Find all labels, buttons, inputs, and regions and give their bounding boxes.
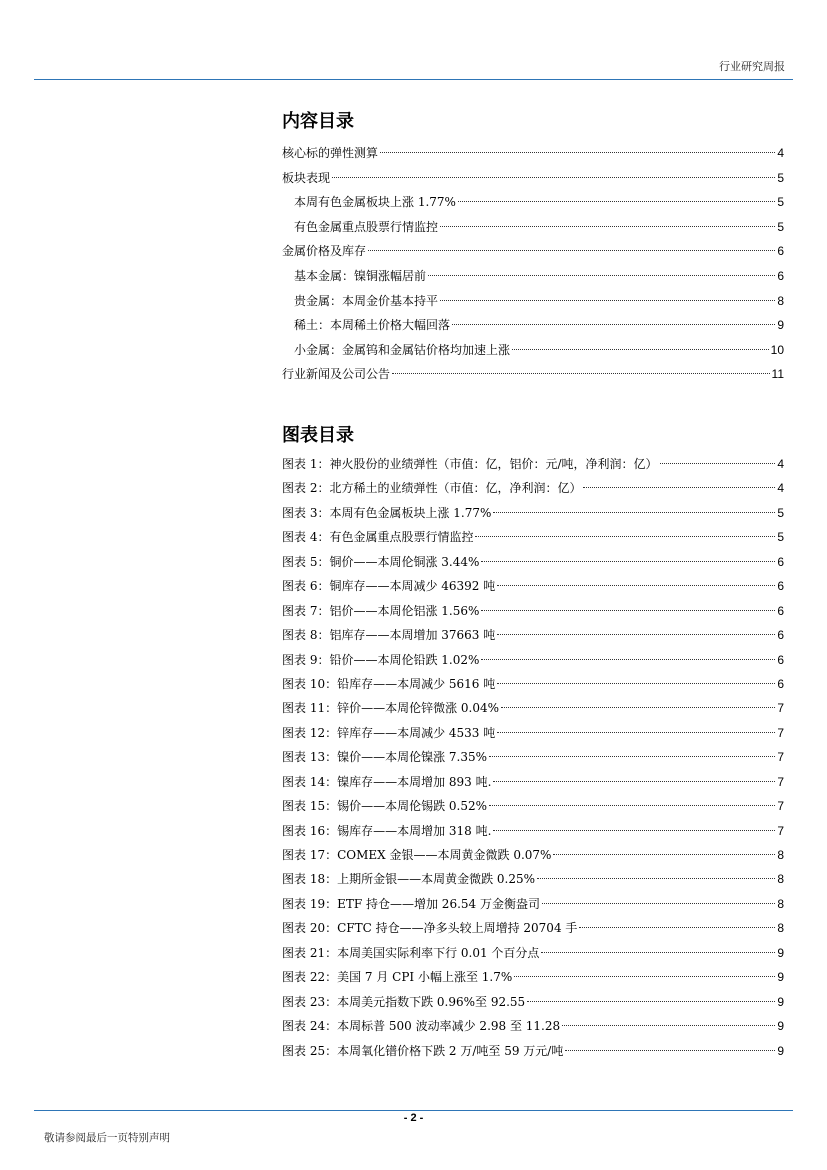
dot-leader [481, 610, 775, 611]
dot-leader [458, 201, 775, 202]
figure-entry-page[interactable]: 6 [777, 603, 784, 618]
toc-entry-page[interactable]: 6 [777, 244, 784, 259]
toc-entry-page[interactable]: 9 [777, 318, 784, 333]
figure-entry-page[interactable]: 8 [777, 872, 784, 887]
dot-leader [489, 805, 775, 806]
figure-entry-page[interactable]: 8 [777, 896, 784, 911]
toc-entry-label[interactable]: 基本金属：镍铜涨幅居前 [294, 268, 427, 283]
dot-leader [493, 781, 775, 782]
figure-entry-page[interactable]: 8 [777, 848, 784, 862]
figure-entry[interactable] [282, 574, 784, 598]
dot-leader [332, 177, 775, 178]
figure-entry-label[interactable]: 图表 3：本周有色金属板块上涨 1.77% [282, 505, 492, 520]
toc-entry-label[interactable]: 金属价格及库存 [282, 244, 367, 259]
toc-entry[interactable] [282, 362, 784, 387]
figure-entry-label[interactable]: 图表 9：铅价——本周伦铅跌 1.02% [282, 652, 480, 667]
figure-entry-page[interactable]: 6 [777, 676, 784, 691]
figure-entry[interactable] [282, 794, 784, 818]
disclaimer-note: 敬请参阅最后一页特别声明 [44, 1132, 170, 1144]
figures-toc-list [282, 452, 784, 1063]
figure-entry-page[interactable]: 9 [777, 1043, 784, 1058]
toc-entry-label[interactable]: 核心标的弹性测算 [282, 146, 379, 160]
toc-entry[interactable] [282, 215, 784, 240]
dot-leader [562, 1025, 775, 1026]
figure-entry[interactable] [282, 819, 784, 843]
figure-entry-page[interactable]: 6 [777, 554, 784, 569]
figure-entry[interactable] [282, 476, 784, 500]
figure-entry-page[interactable]: 7 [777, 701, 784, 716]
figure-entry-page[interactable]: 7 [777, 725, 784, 740]
figure-entry-label[interactable]: 图表 16：锡库存——本周增加 318 吨. [282, 823, 492, 838]
toc-list [282, 141, 784, 387]
toc-entry-page[interactable]: 4 [777, 146, 784, 160]
figure-entry-page[interactable]: 9 [777, 994, 784, 1009]
toc-entry[interactable] [282, 190, 784, 215]
toc-entry-label[interactable]: 本周有色金属板块上涨 1.77% [294, 195, 456, 210]
toc-entry-page[interactable]: 11 [771, 367, 784, 382]
figure-entry-label[interactable]: 图表 22：美国 7 月 CPI 小幅上涨至 1.7% [282, 970, 513, 985]
figure-entry[interactable] [282, 770, 784, 794]
figure-entry-label[interactable]: 图表 4：有色金属重点股票行情监控 [282, 530, 474, 545]
toc-title: 内容目录 [282, 111, 354, 132]
toc-entry-label[interactable]: 稀土：本周稀土价格大幅回落 [294, 318, 451, 333]
dot-leader [497, 732, 775, 733]
toc-entry[interactable] [282, 166, 784, 191]
figure-entry[interactable] [282, 867, 784, 891]
figure-entry-label[interactable]: 图表 12：锌库存——本周减少 4533 吨 [282, 725, 496, 740]
figure-entry-label[interactable]: 图表 2：北方稀土的业绩弹性（市值：亿，净利润：亿） [282, 481, 582, 496]
dot-leader [481, 561, 775, 562]
figure-entry-page[interactable]: 4 [777, 457, 784, 471]
dot-leader [475, 536, 775, 537]
figure-entry-label[interactable]: 图表 13：镍价——本周伦镍涨 7.35% [282, 750, 488, 765]
figure-entry-page[interactable]: 9 [777, 970, 784, 985]
figure-entry-page[interactable]: 7 [777, 750, 784, 765]
toc-entry[interactable] [282, 313, 784, 338]
dot-leader [392, 373, 770, 374]
figure-entry-label[interactable]: 图表 5：铜价——本周伦铜涨 3.44% [282, 554, 480, 569]
toc-entry-label[interactable]: 贵金属：本周金价基本持平 [294, 293, 439, 308]
figure-entry-label[interactable]: 图表 1：神火股份的业绩弹性（市值：亿，铝价：元/吨，净利润：亿） [282, 457, 658, 471]
figure-entry[interactable] [282, 721, 784, 745]
footer-divider [34, 1110, 793, 1111]
dot-leader [452, 324, 775, 325]
figure-entry-label[interactable]: 图表 21：本周美国实际利率下行 0.01 个百分点 [282, 945, 540, 960]
dot-leader [380, 152, 775, 153]
figure-entry[interactable] [282, 696, 784, 720]
report-type-header: 行业研究周报 [719, 60, 785, 73]
dot-leader [493, 512, 775, 513]
figure-entry-label[interactable]: 图表 25：本周氧化镨价格下跌 2 万/吨至 59 万元/吨 [282, 1043, 564, 1058]
figure-entry[interactable] [282, 745, 784, 769]
figure-entry-label[interactable]: 图表 19：ETF 持仓——增加 26.54 万金衡盎司 [282, 896, 540, 911]
figure-entry[interactable] [282, 550, 784, 574]
dot-leader [553, 854, 775, 855]
figure-entry[interactable] [282, 843, 784, 867]
toc-entry[interactable] [282, 141, 784, 166]
toc-entry-label[interactable]: 小金属：金属钨和金属钴价格均加速上涨 [294, 342, 511, 357]
figure-entry-label[interactable]: 图表 24：本周标普 500 波动率减少 2.98 至 11.28 [282, 1019, 561, 1034]
figure-entry-label[interactable]: 图表 20：CFTC 持仓——净多头较上周增持 20704 手 [282, 921, 578, 936]
dot-leader [440, 226, 775, 227]
figure-entry-label[interactable]: 图表 23：本周美元指数下跌 0.96%至 92.55 [282, 994, 526, 1009]
dot-leader [428, 275, 775, 276]
figure-entry-page[interactable]: 5 [777, 505, 784, 520]
figure-entry-label[interactable]: 图表 17：COMEX 金银——本周黄金微跌 0.07% [282, 848, 552, 862]
figure-entry[interactable] [282, 941, 784, 965]
figure-entry-page[interactable]: 5 [777, 530, 784, 545]
dot-leader [660, 463, 776, 464]
dot-leader [565, 1050, 775, 1051]
figure-entry[interactable] [282, 599, 784, 623]
figure-entry[interactable] [282, 916, 784, 940]
figures-toc-title: 图表目录 [282, 425, 354, 446]
figure-entry-page[interactable]: 6 [777, 579, 784, 594]
figure-entry-label[interactable]: 图表 11：锌价——本周伦锌微涨 0.04% [282, 701, 500, 716]
toc-entry[interactable] [282, 239, 784, 264]
figure-entry-page[interactable]: 6 [777, 628, 784, 643]
figure-entry-label[interactable]: 图表 14：镍库存——本周增加 893 吨. [282, 774, 492, 789]
dot-leader [497, 585, 775, 586]
dot-leader [481, 659, 775, 660]
toc-entry[interactable] [282, 338, 784, 363]
page-number: - 2 - [403, 1112, 424, 1124]
figure-entry-label[interactable]: 图表 8：铝库存——本周增加 37663 吨 [282, 628, 496, 643]
figure-entry[interactable] [282, 525, 784, 549]
figure-entry[interactable] [282, 892, 784, 916]
toc-entry[interactable] [282, 289, 784, 314]
figure-entry[interactable] [282, 990, 784, 1014]
figure-entry-page[interactable]: 7 [777, 774, 784, 789]
figure-entry[interactable] [282, 623, 784, 647]
dot-leader [501, 707, 775, 708]
figure-entry-page[interactable]: 7 [777, 823, 784, 838]
dot-leader [493, 830, 775, 831]
figure-entry-label[interactable]: 图表 7：铝价——本周伦铝涨 1.56% [282, 603, 480, 618]
figure-entry[interactable] [282, 1039, 784, 1063]
dot-leader [541, 952, 775, 953]
dot-leader [514, 976, 775, 977]
dot-leader [542, 903, 775, 904]
toc-entry[interactable] [282, 264, 784, 289]
figure-entry[interactable] [282, 1014, 784, 1038]
toc-entry-page[interactable]: 10 [770, 342, 784, 357]
dot-leader [440, 300, 775, 301]
dot-leader [537, 878, 775, 879]
figure-entry-page[interactable]: 8 [777, 921, 784, 936]
toc-entry-page[interactable]: 5 [777, 219, 784, 234]
figure-entry-page[interactable]: 7 [777, 799, 784, 814]
figure-entry-label[interactable]: 图表 6：铜库存——本周减少 46392 吨 [282, 579, 496, 594]
figure-entry-label[interactable]: 图表 18：上期所金银——本周黄金微跌 0.25% [282, 872, 536, 887]
dot-leader [512, 349, 769, 350]
figure-entry[interactable] [282, 501, 784, 525]
toc-entry-label[interactable]: 行业新闻及公司公告 [282, 367, 391, 382]
figure-entry-page[interactable]: 4 [777, 481, 784, 496]
figure-entry[interactable] [282, 672, 784, 696]
figure-entry-page[interactable]: 9 [777, 945, 784, 960]
figure-entry-label[interactable]: 图表 15：锡价——本周伦锡跌 0.52% [282, 799, 488, 814]
toc-entry-page[interactable]: 8 [777, 293, 784, 308]
toc-entry-page[interactable]: 6 [777, 268, 784, 283]
dot-leader [368, 250, 775, 251]
dot-leader [579, 927, 775, 928]
figure-entry-page[interactable]: 9 [777, 1019, 784, 1034]
toc-entry-label[interactable]: 板块表现 [282, 170, 331, 185]
dot-leader [497, 634, 775, 635]
dot-leader [527, 1001, 775, 1002]
figure-entry-label[interactable]: 图表 10：铅库存——本周减少 5616 吨 [282, 676, 496, 691]
toc-entry-label[interactable]: 有色金属重点股票行情监控 [294, 219, 439, 234]
figure-entry-page[interactable]: 6 [777, 652, 784, 667]
dot-leader [583, 487, 775, 488]
figure-entry[interactable] [282, 965, 784, 989]
header-divider [34, 79, 793, 80]
dot-leader [497, 683, 775, 684]
toc-entry-page[interactable]: 5 [777, 170, 784, 185]
toc-entry-page[interactable]: 5 [777, 195, 784, 210]
figure-entry[interactable] [282, 648, 784, 672]
figure-entry[interactable] [282, 452, 784, 476]
dot-leader [489, 756, 775, 757]
